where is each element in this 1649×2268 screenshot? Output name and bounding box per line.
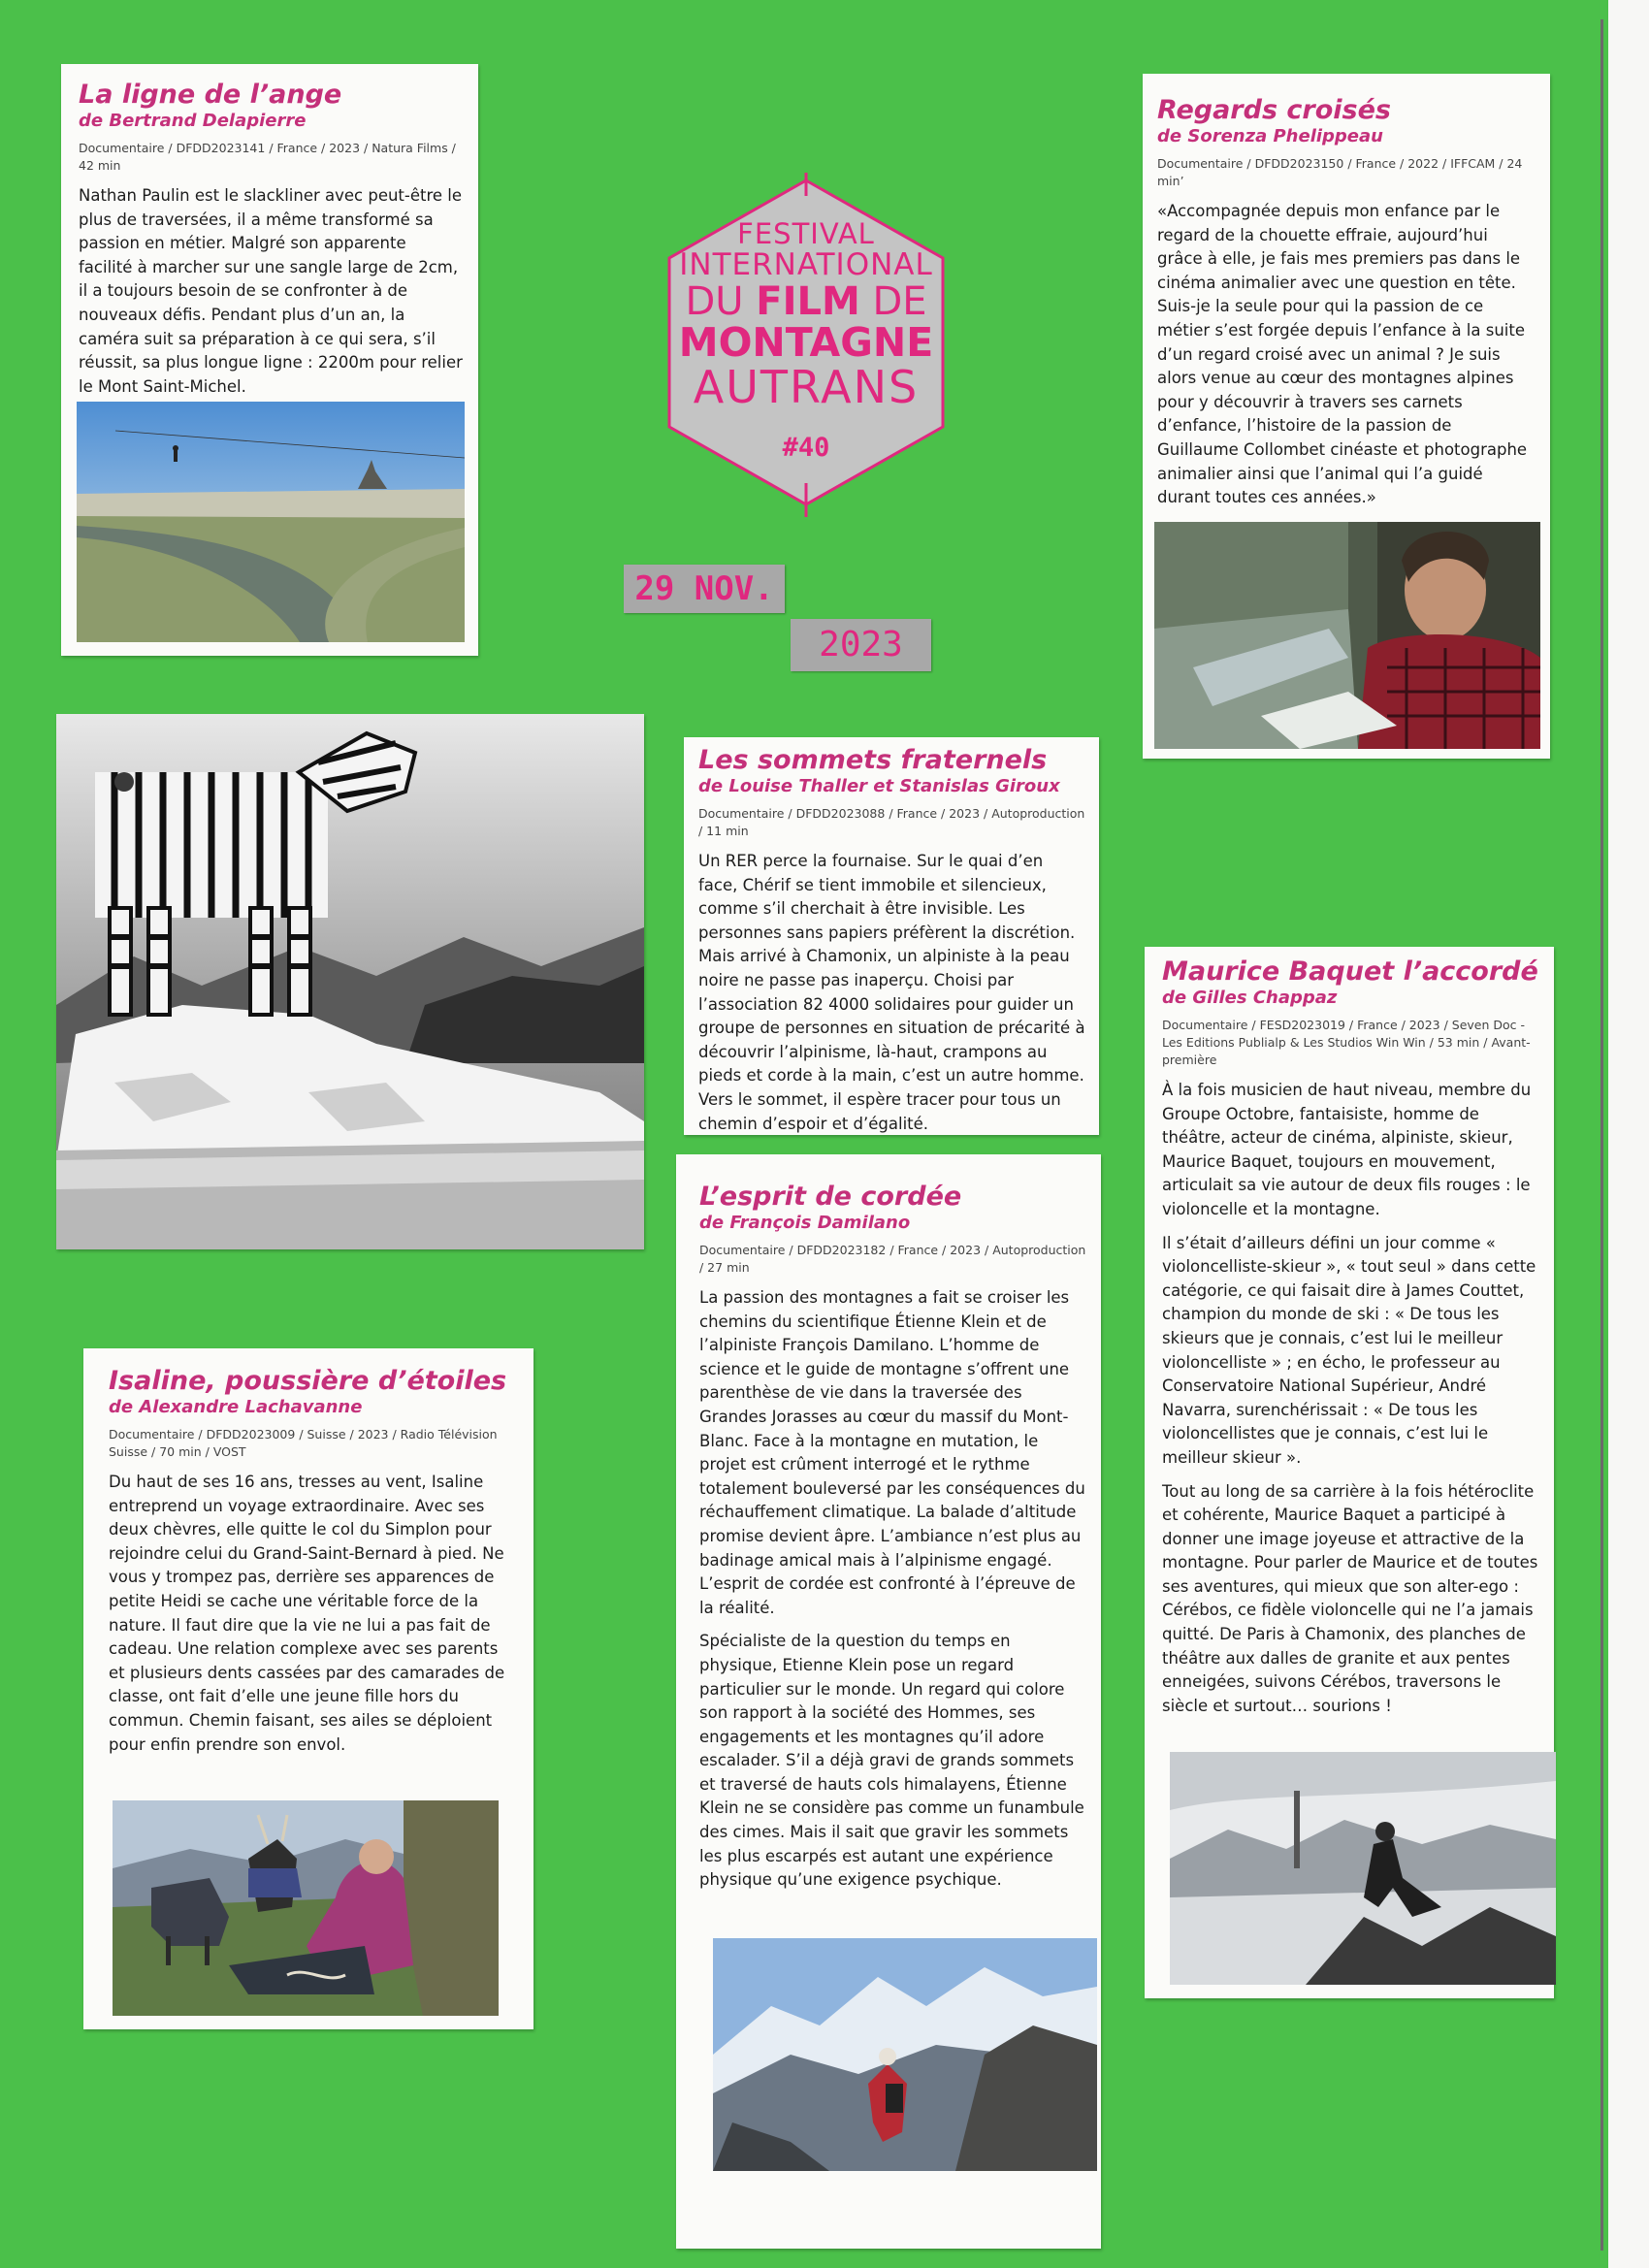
girl-goats-photo <box>113 1800 499 2016</box>
reader-photo <box>1154 522 1540 749</box>
article-esprit-de-cordee <box>676 1154 1101 2249</box>
article-body: Nathan Paulin est le slackliner avec peut-être le plus de traversées, il a même transformé sa passion en métier. Malgré son apparente facilité à marcher sur une sangle large de 2cm, il a toujours besoin de se confronter à de nouveaux défis. Pendant plus d’un an, la caméra suit sa préparation à ce qui sera, s’il réussit, sa plus longue ligne : 2200m pour relier le Mont Saint-Michel. <box>79 186 463 396</box>
article-regards-croises <box>1143 74 1550 759</box>
article-meta: Documentaire / DFDD2023150 / France / 2022 / IFFCAM / 24 min’ <box>1157 156 1523 188</box>
article-title: Regards croisés <box>1157 95 1391 125</box>
article-body-2: Spécialiste de la question du temps en physique, Etienne Klein pose un regard particulier sur le monde. Un regard qui colore son rapport à la société des Hommes, ses engagements et les montagnes qu’il adore escalader. S’il a déjà gravi de grands sommets et traversé de hauts cols himalayens, Étienne Klein ne se considère pas comme un funambule des cimes. Mais il sait que gravir les sommets les plus escarpés est autant une expérience physique qu’une exigence psychique. <box>699 1632 1084 1890</box>
date-year-label: 2023 <box>791 619 931 671</box>
article-meta: Documentaire / DFDD2023088 / France / 2023 / Autoproduction / 11 min <box>698 806 1085 838</box>
article-author: de Louise Thaller et Stanislas Giroux <box>698 776 1060 796</box>
logo-line-film: DU FILM DE <box>685 279 927 324</box>
article-maurice-baquet <box>1145 947 1554 1998</box>
article-title: La ligne de l’ange <box>79 80 342 110</box>
article-ligne-ange <box>61 64 478 656</box>
article-title: Maurice Baquet l’accordé <box>1162 956 1538 987</box>
festival-logo <box>652 173 960 517</box>
article-author: de Sorenza Phelippeau <box>1157 126 1383 146</box>
article-author: de Bertrand Delapierre <box>79 111 307 131</box>
article-meta: Documentaire / FESD2023019 / France / 2023 / Seven Doc - Les Editions Publialp & Les Studios Win Win / 53 min / Avant-première <box>1162 1018 1531 1067</box>
logo-line-montagne: MONTAGNE <box>678 319 934 366</box>
article-body-1: À la fois musicien de haut niveau, membre du Groupe Octobre, fantaisiste, homme de théâtre, acteur de cinéma, alpiniste, skieur, Maurice Baquet, toujours en mouvement, articulait sa vie autour de deux fils rouges : le violoncelle et la montagne. <box>1162 1081 1532 1218</box>
article-meta: Documentaire / DFDD2023009 / Suisse / 2023 / Radio Télévision Suisse / 70 min / VOST <box>109 1427 498 1459</box>
article-body: Du haut de ses 16 ans, tresses au vent, Isaline entreprend un voyage extraordinaire. Avec ses deux chèvres, elle quitte le col du Simplon pour rejoindre celui du Grand-Saint-Bernard à pied. Ne vous y trompez pas, derrière ses apparences de petite Heidi se cache une véritable force de la nature. Il faut dire que la vie ne lui a pas fait de cadeau. Une relation complexe avec ses parents et plusieurs dents cassées par des camarades de classe, ont fait d’elle une jeune fille hors du commun. Chemin faisant, ses ailes se déploient pour enfin prendre son envol. <box>109 1473 505 1754</box>
article-body-2: Il s’était d’ailleurs défini un jour comme « violoncelliste-skieur », « tout seul » dans cette catégorie, ce qui faisait dire à James Couttet, champion du monde de ski : « De tous les skieurs que je connais, c’est lui le meilleur violoncelliste » ; en écho, le professeur au Conservatoire National Supérieur, André Navarra, surenchérissait : « De tous les violoncellistes que je connais, c’est lui le meilleur skieur ». <box>1162 1233 1536 1467</box>
article-author: de François Damilano <box>699 1213 911 1233</box>
zebra-collage-photo <box>56 714 644 1249</box>
logo-edition: #40 <box>782 433 830 463</box>
mountain-jump-photo <box>1170 1752 1556 1985</box>
slackline-photo <box>77 402 465 642</box>
article-body: Un RER perce la fournaise. Sur le quai d’en face, Chérif se tient immobile et silencieux, comme s’il cherchait à être invisible. Les personnes sans papiers préfèrent la discrétion. Mais arrivé à Chamonix, un alpiniste à la peau noire ne passe pas inaperçu. Choisi par l’association 82 4000 solidaires pour guider un groupe de personnes en situation de précarité à découvrir l’alpinisme, là-haut, crampons au pieds et corde à la main, c’est un autre homme. Vers le sommet, il espère tracer pour tous un chemin d’espoir et d’égalité. <box>698 852 1085 1133</box>
date-day-label: 29 NOV. <box>624 565 785 613</box>
logo-line-festival: FESTIVAL <box>737 217 875 250</box>
article-author: de Gilles Chappaz <box>1162 988 1338 1008</box>
article-body-3: Tout au long de sa carrière à la fois hétéroclite et cohérente, Maurice Baquet a participé à donner une image joyeuse et attractive de la montagne. Pour parler de Maurice et de toutes ses aventures, qui mieux que son alter-ego : Cérébos, ce fidèle violoncelle qui ne l’a jamais quitté. De Paris à Chamonix, des planches de théâtre aux dalles de granite et aux pentes enneigées, suivons Cérébos, traversons le siècle et surtout… sourions ! <box>1162 1481 1538 1715</box>
article-title: Les sommets fraternels <box>698 745 1048 775</box>
logo-line-autrans: AUTRANS <box>693 361 920 413</box>
climber-ridge-photo <box>713 1938 1097 2171</box>
article-meta: Documentaire / DFDD2023141 / France / 2023 / Natura Films / 42 min <box>79 141 456 173</box>
article-title: Isaline, poussière d’étoiles <box>109 1366 507 1396</box>
logo-wordmark <box>652 217 960 413</box>
article-author: de Alexandre Lachavanne <box>109 1397 363 1417</box>
scan-border-line <box>1600 19 1603 2251</box>
article-isaline <box>83 1348 534 2029</box>
article-meta: Documentaire / DFDD2023182 / France / 2023 / Autoproduction / 27 min <box>699 1243 1086 1275</box>
article-body-1: La passion des montagnes a fait se croiser les chemins du scientifique Étienne Klein et de l’alpiniste François Damilano. L’homme de science et le guide de montagne s’offrent une parenthèse de vie dans la traversée des Grandes Jorasses au cœur du massif du Mont-Blanc. Face à la montagne en mutation, le projet est crûment interrogé et le rythme totalement bouleversé par les conséquences du réchauffement climatique. La balade d’altitude promise devient âpre. L’ambiance n’est plus au badinage amical mais à l’alpinisme engagé. L’esprit de cordée est confronté à l’épreuve de la réalité. <box>699 1288 1085 1617</box>
article-body: «Accompagnée depuis mon enfance par le regard de la chouette effraie, aujourd’hui grâce à elle, je fais mes premiers pas dans le cinéma animalier avec une question en tête. Suis-je la seule pour qui la passion de ce métier s’est forgée depuis l’enfance à la suite d’un regard croisé avec un animal ? Je suis alors venue au cœur des montagnes alpines pour y découvrir à travers ses carnets d’enfance, l’histoire de la passion de Guillaume Collombet cinéaste et photographe animalier ainsi que l’animal qui l’a guidé durant toutes ces années.» <box>1157 202 1528 507</box>
article-sommets-fraternels <box>684 737 1099 1135</box>
scan-edge <box>1608 0 1649 2268</box>
article-title: L’esprit de cordée <box>699 1182 962 1212</box>
logo-line-international: INTERNATIONAL <box>679 247 933 282</box>
